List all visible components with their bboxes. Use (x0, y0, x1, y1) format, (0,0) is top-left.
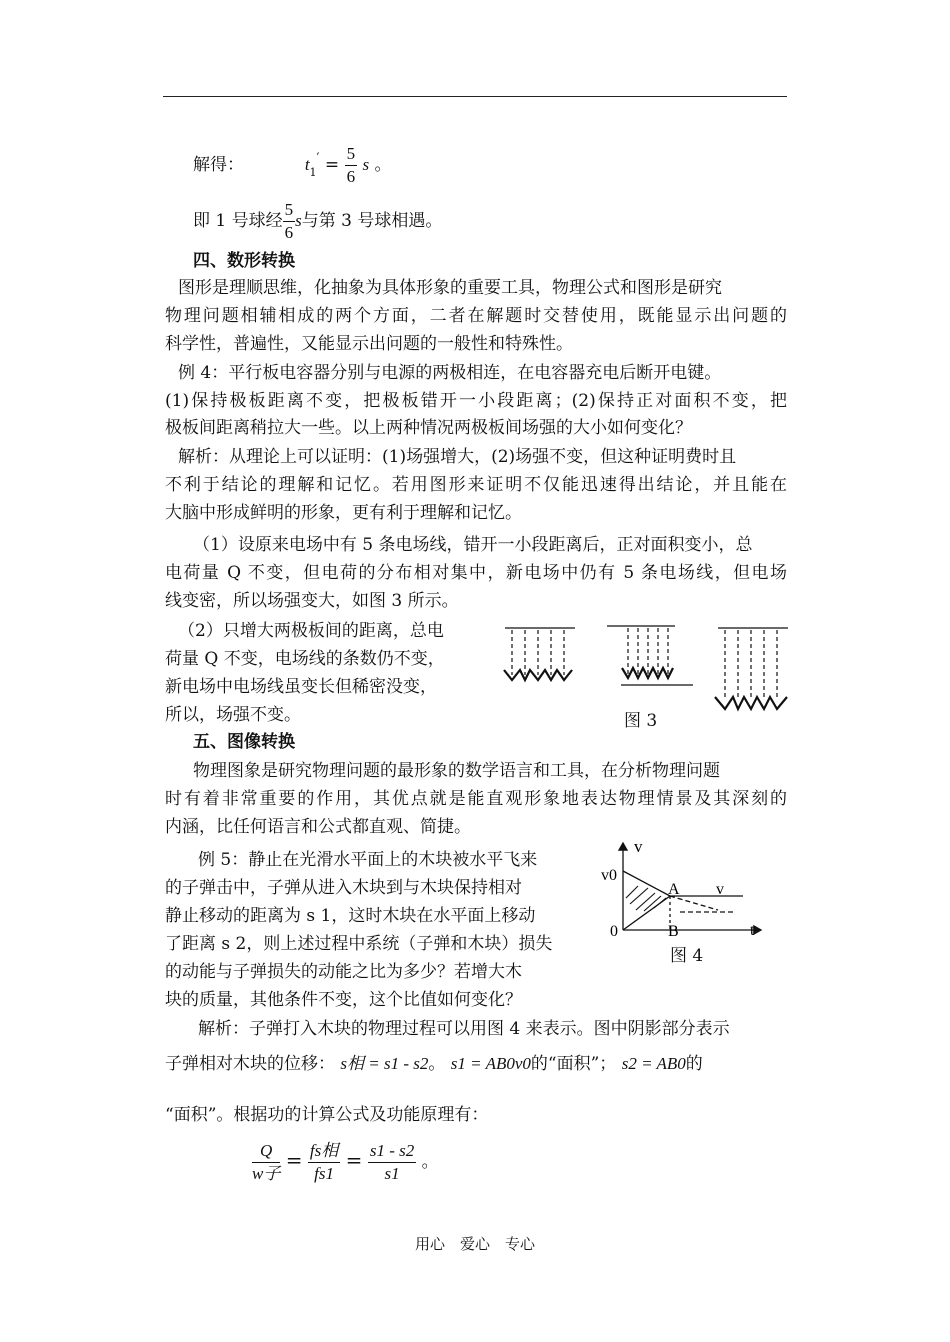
t-axis-label: t (750, 922, 755, 939)
meeting-pre: 即 1 号球经 (193, 211, 283, 231)
v0-label: v0 (601, 867, 617, 884)
meeting-post: 与第 3 号球相遇。 (301, 211, 443, 231)
meeting-line (193, 199, 442, 244)
case2-line2: 荷量 Q 不变，电场线的条数仍不变， (165, 649, 445, 669)
v-axis-label: v (634, 838, 643, 856)
fraction-denominator: fs1 (314, 1164, 335, 1183)
ex5-line4: 了距离 s 2，则上述过程中系统（子弹和木块）损失 (165, 934, 553, 954)
case2-line4: 所以，场强不变。 (165, 705, 301, 725)
period: 。 (374, 155, 392, 175)
para1-line1: 图形是理顺思维，化抽象为具体形象的重要工具，物理公式和图形是研究 (178, 278, 722, 298)
fraction-numerator: fs相 (308, 1140, 340, 1163)
figure-3-caption: 图 3 (624, 711, 658, 731)
formula-s-relative: s相 = s1 - s2 (340, 1054, 429, 1073)
ex5-line5: 的动能与子弹损失的动能之比为多少？若增大木 (165, 962, 522, 982)
case1-line1: （1）设原来电场中有 5 条电场线，错开一小段距离后，正对面积变小，总 (193, 535, 753, 555)
fraction-numerator: 5 (283, 199, 296, 222)
page-footer: 用心 爱心 专心 (414, 1235, 535, 1253)
para2-line1: 物理图象是研究物理问题的最形象的数学语言和工具，在分析物理问题 (193, 761, 720, 781)
para1-line2: 物理问题相辅相成的两个方面，二者在解题时交替使用，既能显示出问题的 (165, 306, 787, 326)
case1-line3: 线变密，所以场强变大，如图 3 所示。 (165, 591, 459, 611)
fraction-5-6 (345, 143, 358, 188)
formula-s1-area: s1 = AB0v0 (450, 1054, 531, 1073)
ana5-line2 (165, 1050, 787, 1078)
ana4-line3: 大脑中形成鲜明的形象，更有利于理解和记忆。 (165, 503, 522, 523)
ex4-line1: 例 4：平行板电容器分别与电源的两极相连，在电容器充电后断开电键。 (178, 363, 722, 383)
para2-line3: 内涵，比任何语言和公式都直观、简捷。 (165, 817, 471, 837)
equals-sign: = (324, 155, 340, 175)
solution-line (193, 143, 392, 188)
shaded-area-hatch (626, 886, 666, 911)
figure-3-field-lines (495, 620, 800, 720)
case2-line3: 新电场中电场线虽变长但稀密没变， (165, 677, 437, 697)
para2-line2: 时有着非常重要的作用，其优点就是能直观形象地表达物理情景及其深刻的 (165, 789, 787, 809)
t-prime: ′ (316, 151, 320, 166)
case1-line2: 电荷量 Q 不变，但电荷的分布相对集中，新电场中仍有 5 条电场线，但电场 (165, 563, 787, 583)
ana4-line1: 解析：从理论上可以证明：(1)场强增大，(2)场强不变，但这种证明费时且 (178, 447, 737, 467)
ana5-line3: “面积”。根据功的计算公式及功能原理有： (165, 1105, 489, 1125)
fraction-denominator: 6 (284, 223, 294, 242)
ex5-line1: 例 5：静止在光滑水平面上的木块被水平飞来 (198, 850, 538, 870)
bullet-velocity-line (623, 871, 670, 896)
ana5-line1: 解析：子弹打入木块的物理过程可以用图 4 来表示。图中阴影部分表示 (198, 1019, 730, 1039)
section-4-heading: 四、数形转换 (193, 251, 295, 271)
ana5-line2-pre: 子弹相对木块的位移： (165, 1054, 335, 1074)
section-5-heading: 五、图像转换 (193, 732, 295, 752)
ex5-line6: 块的质量，其他条件不变，这个比值如何变化？ (165, 990, 522, 1010)
fraction-denominator: 6 (346, 167, 356, 186)
figure-4-caption: 图 4 (670, 946, 704, 966)
fraction-numerator: s1 - s2 (368, 1140, 416, 1163)
fraction-5-6-b (283, 199, 296, 244)
fraction-q-over-w (252, 1140, 280, 1185)
header-rule (163, 96, 787, 97)
v-label: v (716, 881, 724, 898)
dashed-bullet-ext (670, 896, 718, 910)
fraction-fs-ratio (308, 1140, 340, 1185)
origin-label: 0 (610, 923, 618, 940)
ana5-line2-mid: 的“面积”； (530, 1054, 617, 1074)
ana5-sep: 。 (428, 1054, 446, 1074)
ex5-line2: 的子弹击中，子弹从进入木块到与木块保持相对 (165, 878, 522, 898)
fraction-numerator: Q (252, 1140, 280, 1163)
point-a-label: A (668, 881, 680, 898)
case2-line1: （2）只增大两极板间的距离，总电 (178, 621, 444, 641)
formula-s2-area: s2 = AB0 (621, 1054, 686, 1073)
ex4-line2: (1)保持极板距离不变，把极板错开一小段距离；(2)保持正对面积不变，把 (165, 391, 787, 411)
ex5-line3: 静止移动的距离为 s 1，这时木块在水平面上移动 (165, 906, 536, 926)
unit-s: s (362, 155, 370, 174)
fraction-denominator: s1 (384, 1164, 400, 1183)
ana4-line2: 不利于结论的理解和记忆。若用图形来证明不仅能迅速得出结论，并且能在 (165, 475, 787, 495)
point-b-label: B (668, 923, 679, 940)
final-formula: $\frac{Q}{\text{w子}}$ = $\frac{\text{fs相}}{fs1}$ = $\frac{s1 - s2}{s1}$ 。 (252, 1141, 439, 1183)
ex4-line3: 极板间距离稍拉大一些。以上两种情况两极板间场强的大小如何变化？ (165, 418, 692, 438)
t-subscript: 1 (309, 166, 317, 179)
fraction-numerator: 5 (345, 143, 358, 166)
plate-3-bottom-arrows (715, 697, 787, 709)
solution-label: 解得： (193, 155, 244, 175)
para1-line3: 科学性，普遍性，又能显示出问题的一般性和特殊性。 (165, 334, 573, 354)
fraction-s-ratio (368, 1140, 416, 1185)
t-symbol: t (304, 155, 310, 174)
period: 。 (421, 1152, 439, 1172)
fraction-denominator: w子 (252, 1164, 281, 1183)
unit-s: s (295, 211, 302, 230)
ana5-line2-post: 的 (685, 1054, 703, 1074)
